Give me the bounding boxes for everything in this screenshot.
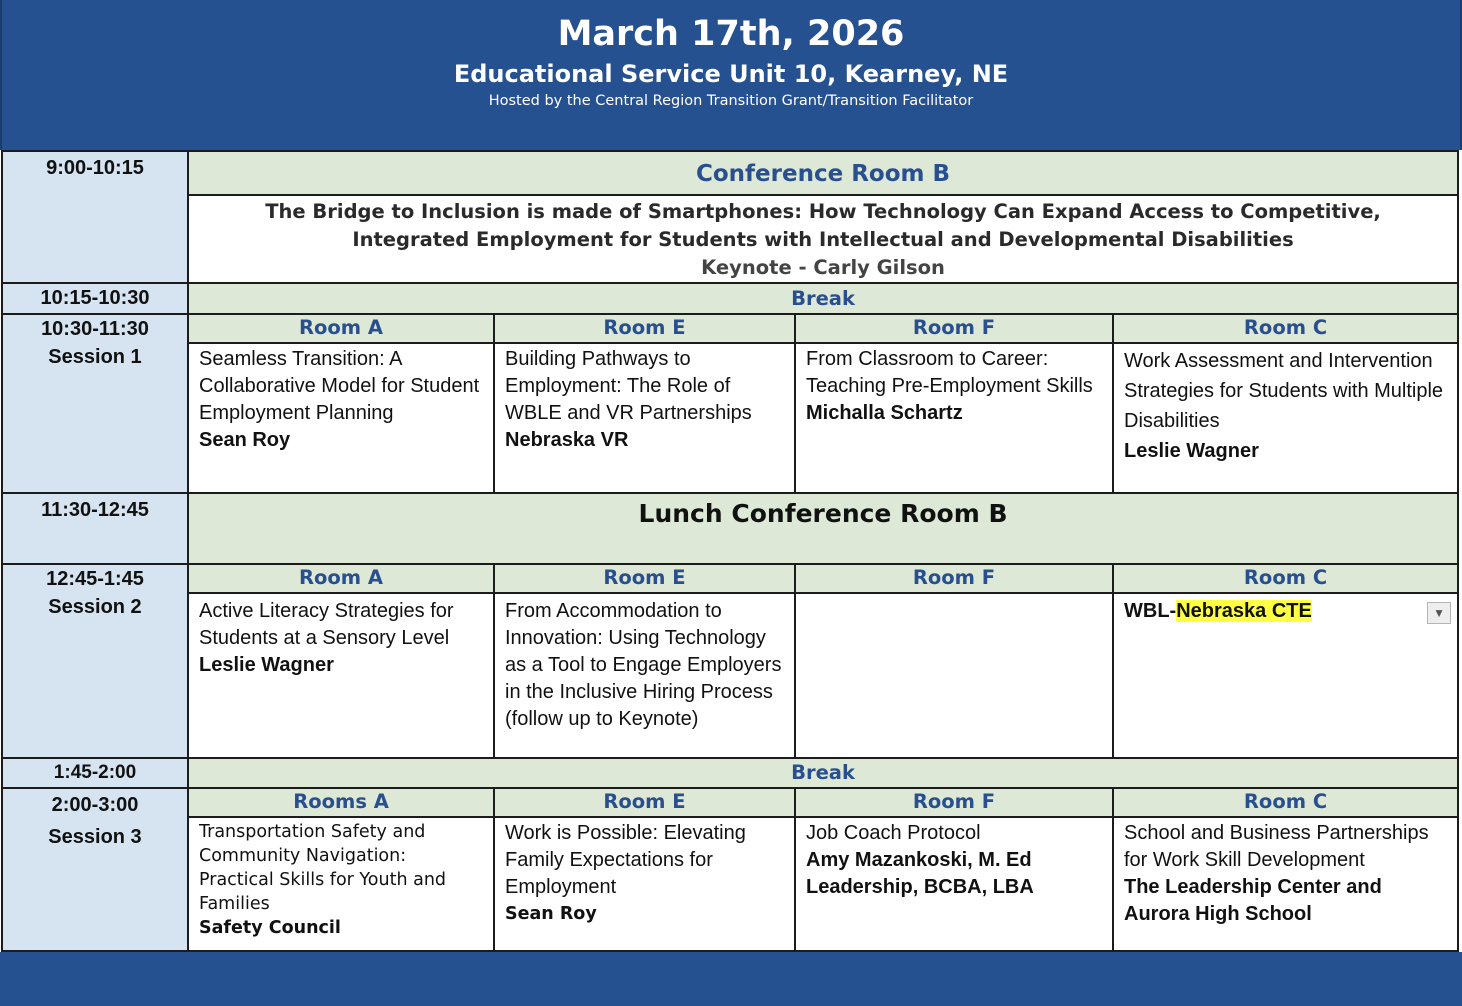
room-name: Room E — [603, 566, 686, 589]
talk-cell — [188, 593, 494, 758]
room-header — [188, 564, 494, 593]
time-slot — [2, 564, 188, 758]
keynote-room: Conference Room B — [696, 161, 951, 187]
room-header — [188, 314, 494, 343]
talk — [495, 594, 794, 733]
time-label: 12:45-1:45 — [46, 568, 144, 590]
session-label: Session 3 — [48, 826, 142, 848]
keynote-room-row — [2, 151, 1458, 195]
talk-cell — [1113, 817, 1458, 951]
break-label: Break — [791, 761, 855, 784]
talk — [1114, 344, 1457, 466]
break-row — [2, 758, 1458, 788]
event-date: March 17th, 2026 — [557, 14, 905, 54]
room-name: Rooms A — [293, 790, 389, 813]
talk-title: Work is Possible: Elevating Family Expectations for Employment — [505, 822, 746, 898]
talk-speaker: Leslie Wagner — [1124, 440, 1259, 462]
time-slot — [2, 151, 188, 283]
keynote-block — [189, 196, 1457, 282]
talk-cell — [494, 593, 795, 758]
talk-speaker: Sean Roy — [199, 429, 291, 451]
keynote-speaker: Keynote - Carly Gilson — [701, 256, 945, 279]
talk — [1114, 818, 1457, 928]
time-label: 9:00-10:15 — [46, 157, 144, 179]
talk-cell — [1113, 343, 1458, 493]
room-header — [494, 314, 795, 343]
talk — [189, 594, 493, 679]
talk-wrapper — [1114, 594, 1457, 625]
room-header — [1113, 314, 1458, 343]
talk-speaker: Sean Roy — [505, 904, 597, 924]
room-name: Room C — [1243, 566, 1328, 589]
talk — [796, 818, 1112, 901]
talk-speaker: Safety Council — [199, 918, 341, 938]
talk-cell — [795, 343, 1113, 493]
room-header — [795, 564, 1113, 593]
footer-banner — [0, 952, 1462, 1006]
keynote-title-row — [2, 195, 1458, 283]
time-slot — [2, 788, 188, 951]
talk — [796, 344, 1112, 427]
talk-speaker: Michalla Schartz — [806, 402, 963, 424]
dropdown-arrow-icon[interactable]: ▼ — [1427, 602, 1451, 624]
lunch-row — [2, 493, 1458, 564]
talk-speaker: Leslie Wagner — [199, 654, 334, 676]
break-row — [2, 283, 1458, 314]
session-label: Session 1 — [48, 346, 142, 368]
talk — [796, 594, 1112, 596]
talk — [495, 818, 794, 928]
lunch-label: Lunch Conference Room B — [638, 499, 1008, 528]
time-slot — [2, 283, 188, 314]
room-name: Room F — [912, 316, 996, 339]
talk-cell — [795, 817, 1113, 951]
talk-title: From Accommodation to Innovation: Using Technology as a Tool to Engage Employers in the Inclusive Hiring Process (follow up to Keynote) — [505, 600, 782, 730]
talk-title: Seamless Transition: A Collaborative Model for Student Employment Planning — [199, 348, 480, 424]
talk-cell — [1113, 593, 1458, 758]
event-venue: Educational Service Unit 10, Kearney, NE — [453, 60, 1009, 88]
room-header — [494, 788, 795, 817]
keynote-cell — [188, 195, 1458, 283]
talk — [495, 344, 794, 454]
highlighted-presenter: Nebraska CTE — [1176, 600, 1312, 622]
room-header — [795, 788, 1113, 817]
talk-cell — [494, 817, 795, 951]
room-name: Room C — [1243, 790, 1328, 813]
time-slot — [2, 314, 188, 493]
keynote-title-line1: The Bridge to Inclusion is made of Smartphones: How Technology Can Expand Access to Competitive, — [265, 200, 1381, 223]
keynote-room-cell — [188, 151, 1458, 195]
talk — [189, 818, 493, 940]
room-name: Room F — [912, 790, 996, 813]
session3-talks-row — [2, 817, 1458, 951]
time-label: 1:45-2:00 — [53, 762, 137, 783]
talk-title: From Classroom to Career: Teaching Pre-Employment Skills — [806, 348, 1093, 397]
talk-title: Building Pathways to Employment: The Role of WBLE and VR Partnerships — [505, 348, 752, 424]
room-name: Room A — [298, 316, 383, 339]
talk-cell — [188, 343, 494, 493]
room-name: Room A — [298, 566, 383, 589]
time-label: 2:00-3:00 — [51, 794, 139, 816]
room-header — [1113, 564, 1458, 593]
room-name: Room E — [603, 790, 686, 813]
talk — [1114, 594, 1457, 625]
session1-rooms-row — [2, 314, 1458, 343]
room-header — [795, 314, 1113, 343]
time-label: 10:30-11:30 — [41, 318, 149, 340]
header-banner — [0, 0, 1462, 150]
break-label: Break — [791, 287, 855, 310]
talk-cell — [494, 343, 795, 493]
schedule-table — [1, 150, 1459, 952]
break-cell — [188, 283, 1458, 314]
session-label: Session 2 — [48, 596, 142, 618]
session1-talks-row — [2, 343, 1458, 493]
room-header — [188, 788, 494, 817]
time-slot — [2, 758, 188, 788]
room-header — [1113, 788, 1458, 817]
lunch-cell — [188, 493, 1458, 564]
room-name: Room E — [603, 316, 686, 339]
break-cell — [188, 758, 1458, 788]
time-slot — [2, 493, 188, 564]
time-label: 10:15-10:30 — [40, 287, 150, 309]
session2-talks-row — [2, 593, 1458, 758]
session3-rooms-row — [2, 788, 1458, 817]
room-header — [494, 564, 795, 593]
keynote-title-line2: Integrated Employment for Students with Intellectual and Developmental Disabilities — [352, 228, 1294, 251]
room-name: Room F — [912, 566, 996, 589]
talk-title: Job Coach Protocol — [806, 822, 981, 844]
talk — [189, 344, 493, 454]
talk-title: School and Business Partnerships for Work Skill Development — [1124, 822, 1429, 871]
event-host: Hosted by the Central Region Transition Grant/Transition Facilitator — [488, 93, 974, 109]
talk-prefix: WBL- — [1124, 600, 1177, 622]
talk-title: Transportation Safety and Community Navigation: Practical Skills for Youth and Families — [199, 822, 447, 914]
time-label: 11:30-12:45 — [41, 499, 149, 521]
session2-rooms-row — [2, 564, 1458, 593]
room-name: Room C — [1243, 316, 1328, 339]
talk-title: Active Literacy Strategies for Students at a Sensory Level — [199, 600, 454, 649]
talk-title: Work Assessment and Intervention Strategies for Students with Multiple Disabilities — [1124, 350, 1444, 432]
talk-speaker: The Leadership Center and Aurora High School — [1124, 876, 1382, 925]
talk-speaker: Nebraska VR — [505, 429, 629, 451]
talk-speaker: Amy Mazankoski, M. Ed Leadership, BCBA, LBA — [806, 849, 1034, 898]
talk-cell — [188, 817, 494, 951]
talk-cell-empty — [795, 593, 1113, 758]
